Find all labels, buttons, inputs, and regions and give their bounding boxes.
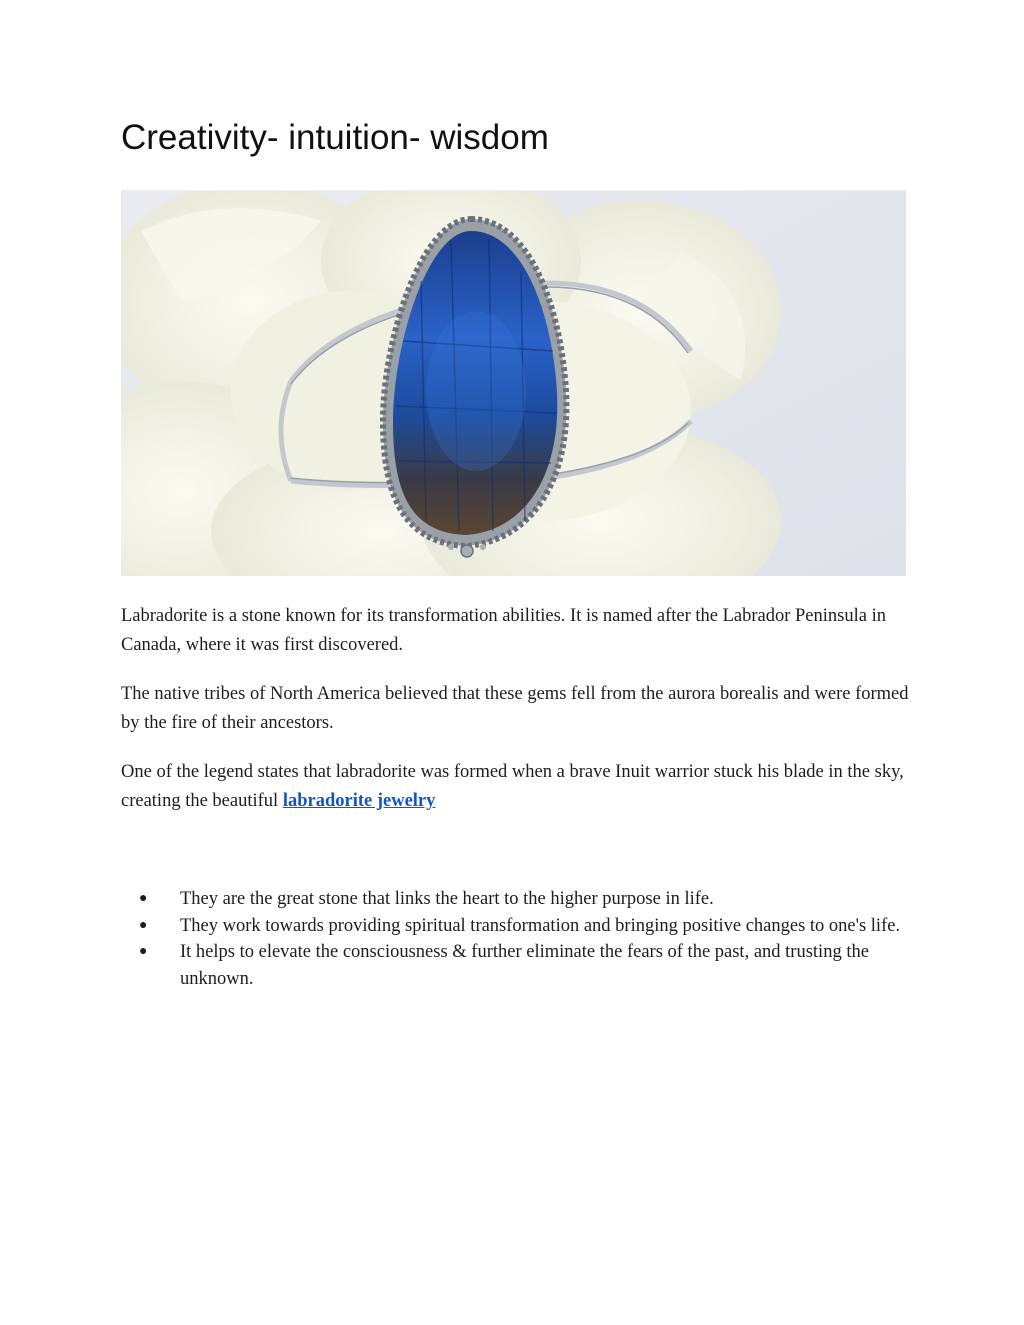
list-item-text: They work towards providing spiritual transformation and bringing positive changes to one's life. <box>180 915 901 936</box>
bracelet-illustration <box>121 191 906 576</box>
list-item <box>121 939 911 992</box>
labradorite-jewelry-link[interactable]: labradorite jewelry <box>282 791 436 811</box>
bullet-icon: ● <box>139 917 148 933</box>
list-item <box>121 886 911 913</box>
page-title: Creativity- intuition- wisdom <box>121 118 549 157</box>
list-item-text: They are the great stone that links the heart to the higher purpose in life. <box>180 889 714 909</box>
paragraph-legend-text: One of the legend states that labradorite was formed when a brave Inuit warrior stuck his blade in the sky, creating the beautiful <box>121 762 904 811</box>
bracelet-photo <box>121 190 906 576</box>
benefits-list <box>121 886 911 992</box>
bullet-icon: ● <box>139 944 148 959</box>
list-item <box>121 913 911 940</box>
bullet-icon: ● <box>139 891 148 906</box>
list-item-text: It helps to elevate the consciousness & further eliminate the fears of the past, and trusting the unknown. <box>180 942 869 989</box>
paragraph-legend <box>121 758 911 816</box>
paragraph-tribes: The native tribes of North America believed that these gems fell from the aurora borealis and were formed by the fire of their ancestors. <box>121 684 909 733</box>
paragraph-intro: Labradorite is a stone known for its transformation abilities. It is named after the Labrador Peninsula in Canada, where it was first discovered. <box>121 606 886 655</box>
